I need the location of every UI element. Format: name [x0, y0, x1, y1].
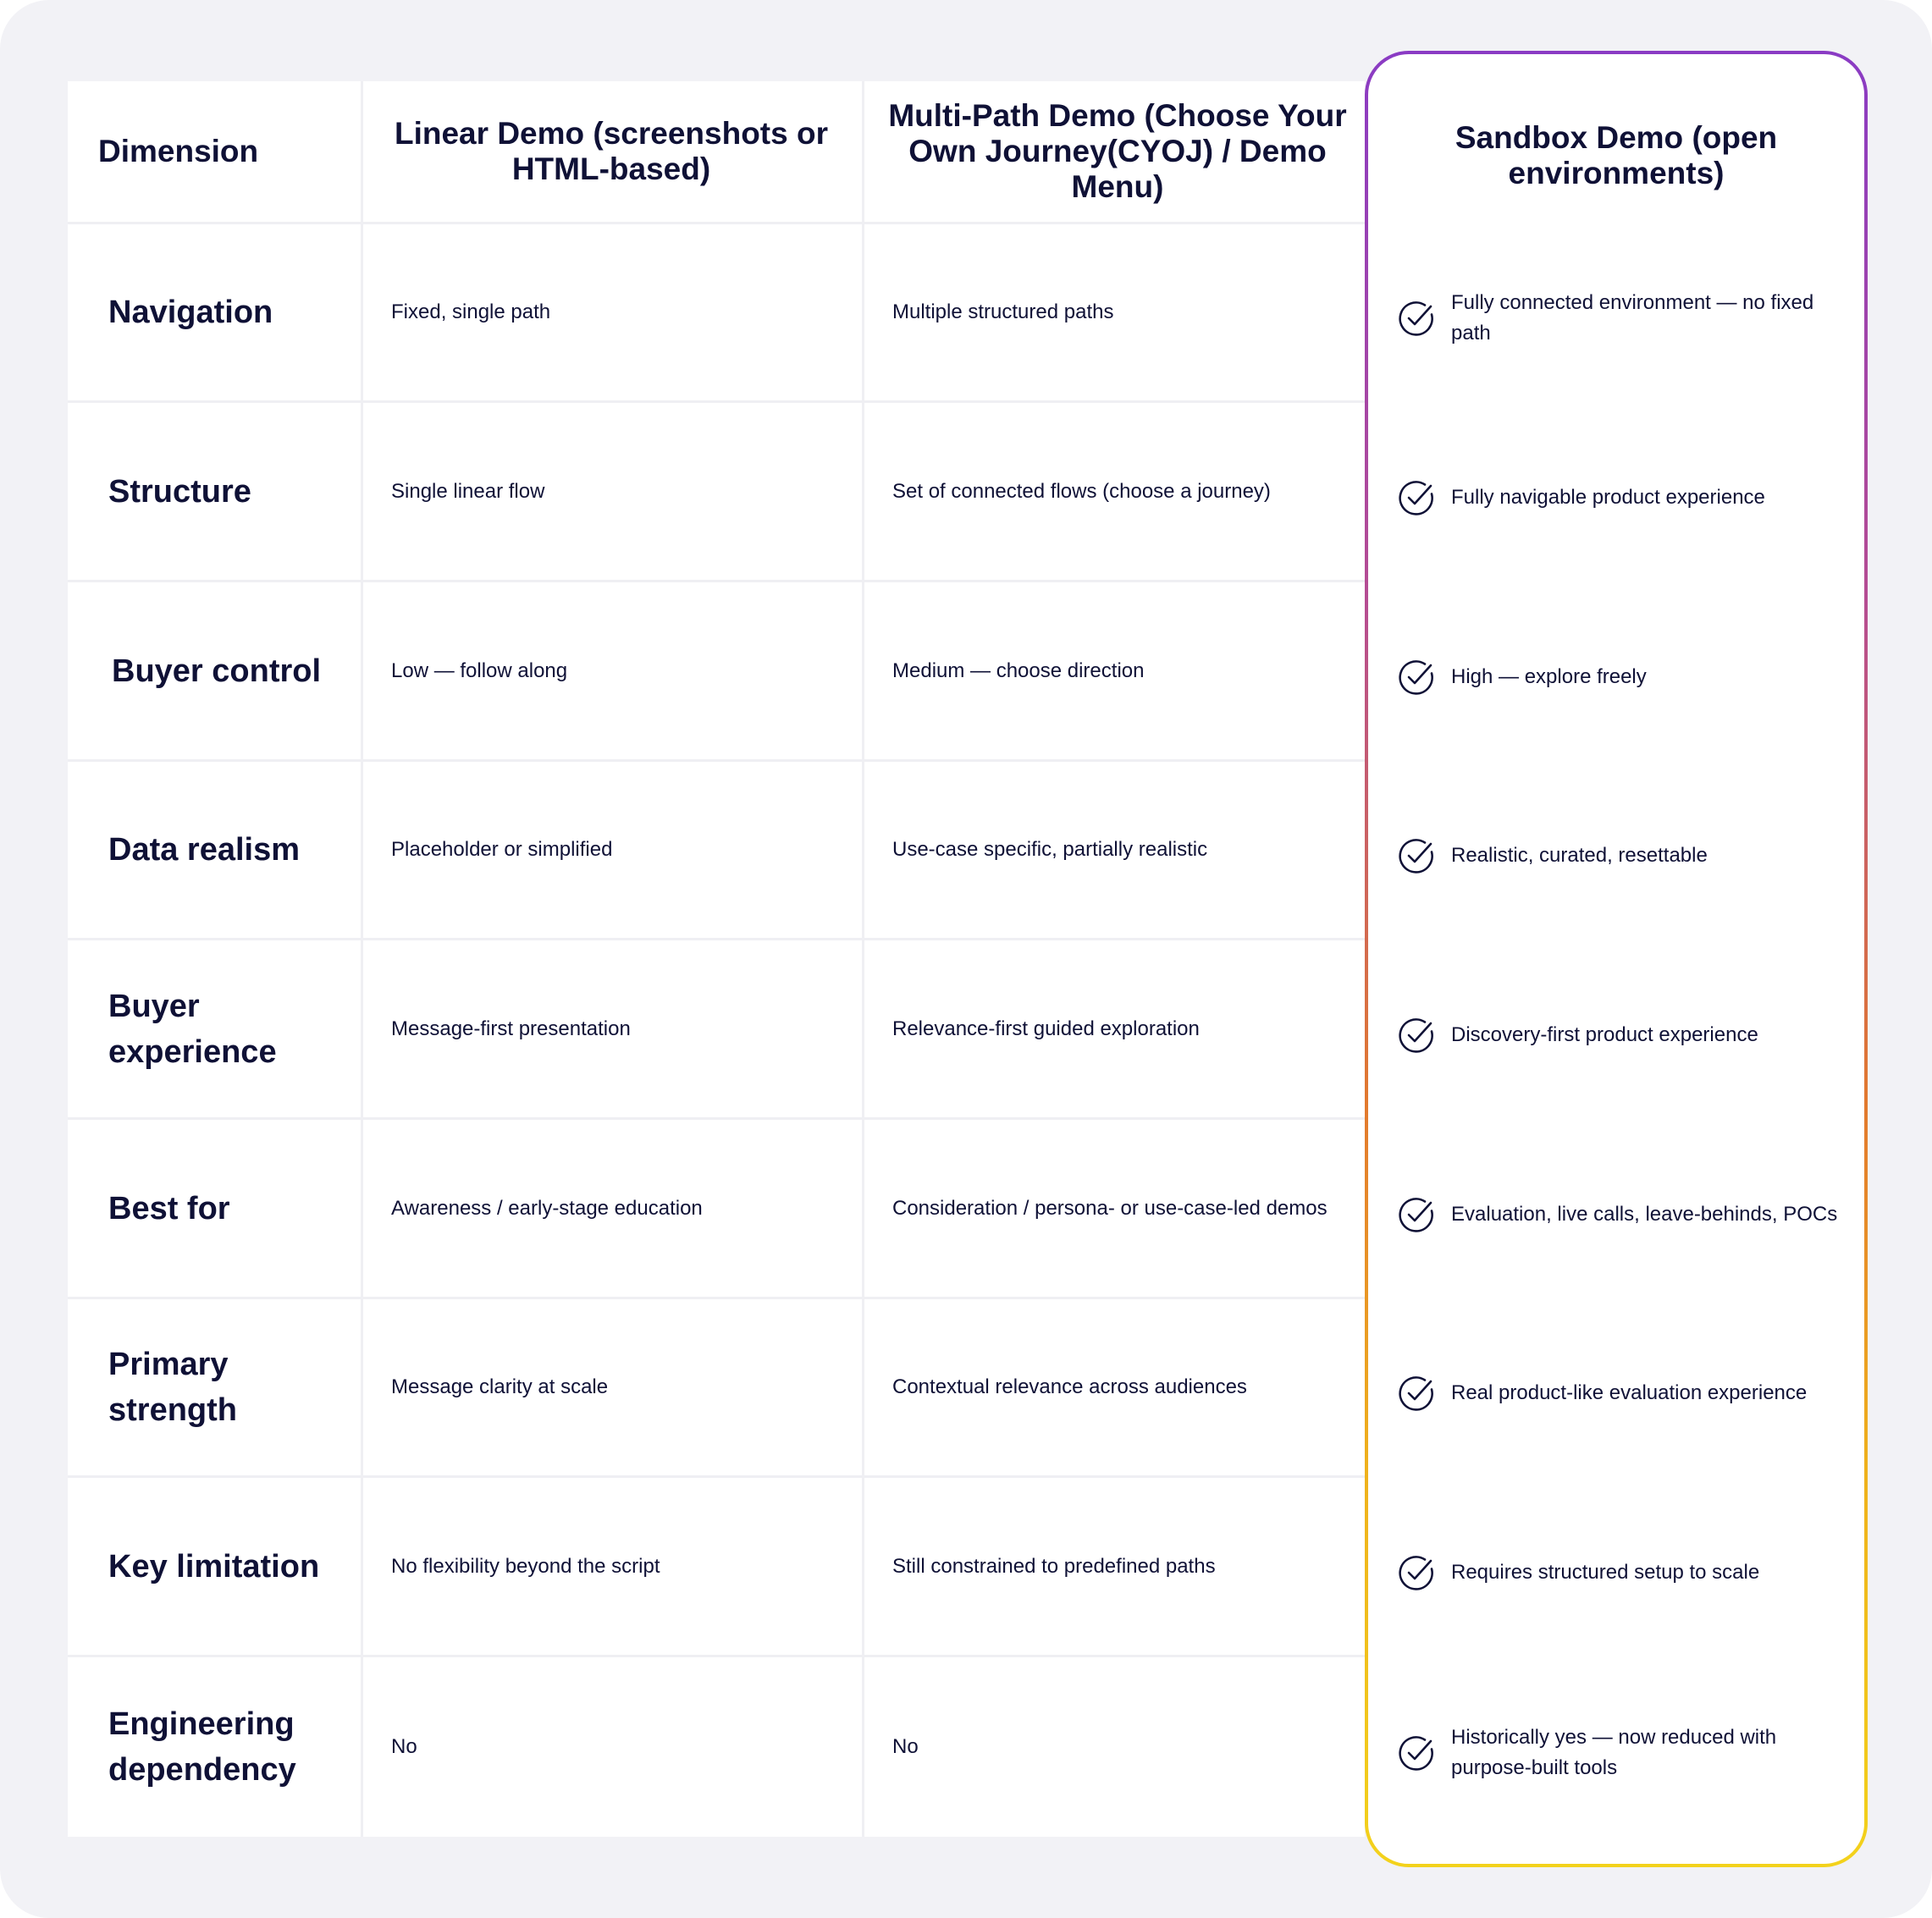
sandbox-key-limitation-text: Requires structured setup to scale: [1451, 1560, 1760, 1584]
linear-structure: Single linear flow: [391, 479, 545, 503]
check-circle-icon: [1397, 1733, 1436, 1772]
header-dimension: Dimension: [98, 134, 259, 168]
check-circle-icon: [1397, 1016, 1436, 1055]
check-circle-icon: [1397, 658, 1436, 697]
linear-buyer-experience: Message-first presentation: [391, 1017, 631, 1040]
multipath-structure: Set of connected flows (choose a journey): [892, 479, 1271, 503]
linear-engineering-dependency: No: [391, 1735, 417, 1758]
column-divider: [361, 81, 363, 1837]
linear-buyer-control: Low — follow along: [391, 659, 568, 682]
check-circle-icon: [1397, 836, 1436, 875]
dimension-key-limitation: Key limitation: [108, 1548, 320, 1585]
sandbox-data-realism: [1368, 768, 1864, 944]
multipath-data-realism: Use-case specific, partially realistic: [892, 838, 1208, 861]
sandbox-navigation: [1368, 230, 1864, 406]
sandbox-buyer-control: [1368, 588, 1864, 765]
dimension-primary-strength: Primary strength: [108, 1347, 237, 1428]
dimension-buyer-control: Buyer control: [112, 653, 322, 689]
multipath-engineering-dependency: No: [892, 1735, 919, 1758]
multipath-key-limitation: Still constrained to predefined paths: [892, 1554, 1216, 1578]
header-sandbox-demo: Sandbox Demo (open environments): [1455, 120, 1778, 190]
check-circle-icon: [1397, 478, 1436, 517]
linear-navigation: Fixed, single path: [391, 300, 551, 323]
sandbox-data-realism-text: Realistic, curated, resettable: [1451, 844, 1708, 867]
sandbox-structure-text: Fully navigable product experience: [1451, 485, 1765, 509]
dimension-structure: Structure: [108, 473, 251, 510]
comparison-table: [68, 81, 1365, 1837]
sandbox-key-limitation: [1368, 1484, 1864, 1661]
sandbox-best-for-text: Evaluation, live calls, leave-behinds, POCs: [1451, 1202, 1838, 1226]
column-divider: [862, 81, 864, 1837]
sandbox-engineering-dependency: [1368, 1663, 1864, 1843]
linear-primary-strength: Message clarity at scale: [391, 1375, 609, 1398]
dimension-data-realism: Data realism: [108, 832, 301, 868]
linear-key-limitation: No flexibility beyond the script: [391, 1554, 660, 1578]
check-circle-icon: [1397, 299, 1436, 338]
multipath-primary-strength: Contextual relevance across audiences: [892, 1375, 1247, 1398]
sandbox-buyer-control-text: High — explore freely: [1451, 664, 1647, 688]
sandbox-primary-strength: [1368, 1305, 1864, 1481]
check-circle-icon: [1397, 1195, 1436, 1234]
dimension-buyer-experience: Buyer experience: [108, 988, 277, 1070]
dimension-navigation: Navigation: [108, 295, 273, 330]
dimension-best-for: Best for: [108, 1190, 230, 1226]
linear-best-for: Awareness / early-stage education: [391, 1196, 703, 1220]
sandbox-buyer-experience: [1368, 946, 1864, 1123]
sandbox-structure: [1368, 409, 1864, 586]
sandbox-best-for: [1368, 1126, 1864, 1303]
multipath-buyer-control: Medium — choose direction: [892, 659, 1145, 682]
sandbox-buyer-experience-text: Discovery-first product experience: [1451, 1022, 1758, 1046]
dimension-engineering-dependency: Engineering dependency: [108, 1706, 296, 1788]
check-circle-icon: [1397, 1374, 1436, 1413]
sandbox-navigation-text: Fully connected environment — no fixed path: [1451, 291, 1814, 344]
multipath-buyer-experience: Relevance-first guided exploration: [892, 1017, 1200, 1040]
header-multipath-demo: Multi-Path Demo (Choose Your Own Journey(CYOJ) / Demo Menu): [888, 98, 1347, 204]
header-linear-demo: Linear Demo (screenshots or HTML-based): [395, 116, 828, 186]
sandbox-engineering-dependency-text: Historically yes — now reduced with purpose-built tools: [1451, 1726, 1777, 1779]
linear-data-realism: Placeholder or simplified: [391, 838, 613, 861]
check-circle-icon: [1397, 1553, 1436, 1592]
multipath-best-for: Consideration / persona- or use-case-led demos: [892, 1196, 1328, 1220]
multipath-navigation: Multiple structured paths: [892, 300, 1114, 323]
sandbox-column-card: [1365, 51, 1868, 1867]
sandbox-primary-strength-text: Real product-like evaluation experience: [1451, 1381, 1808, 1404]
